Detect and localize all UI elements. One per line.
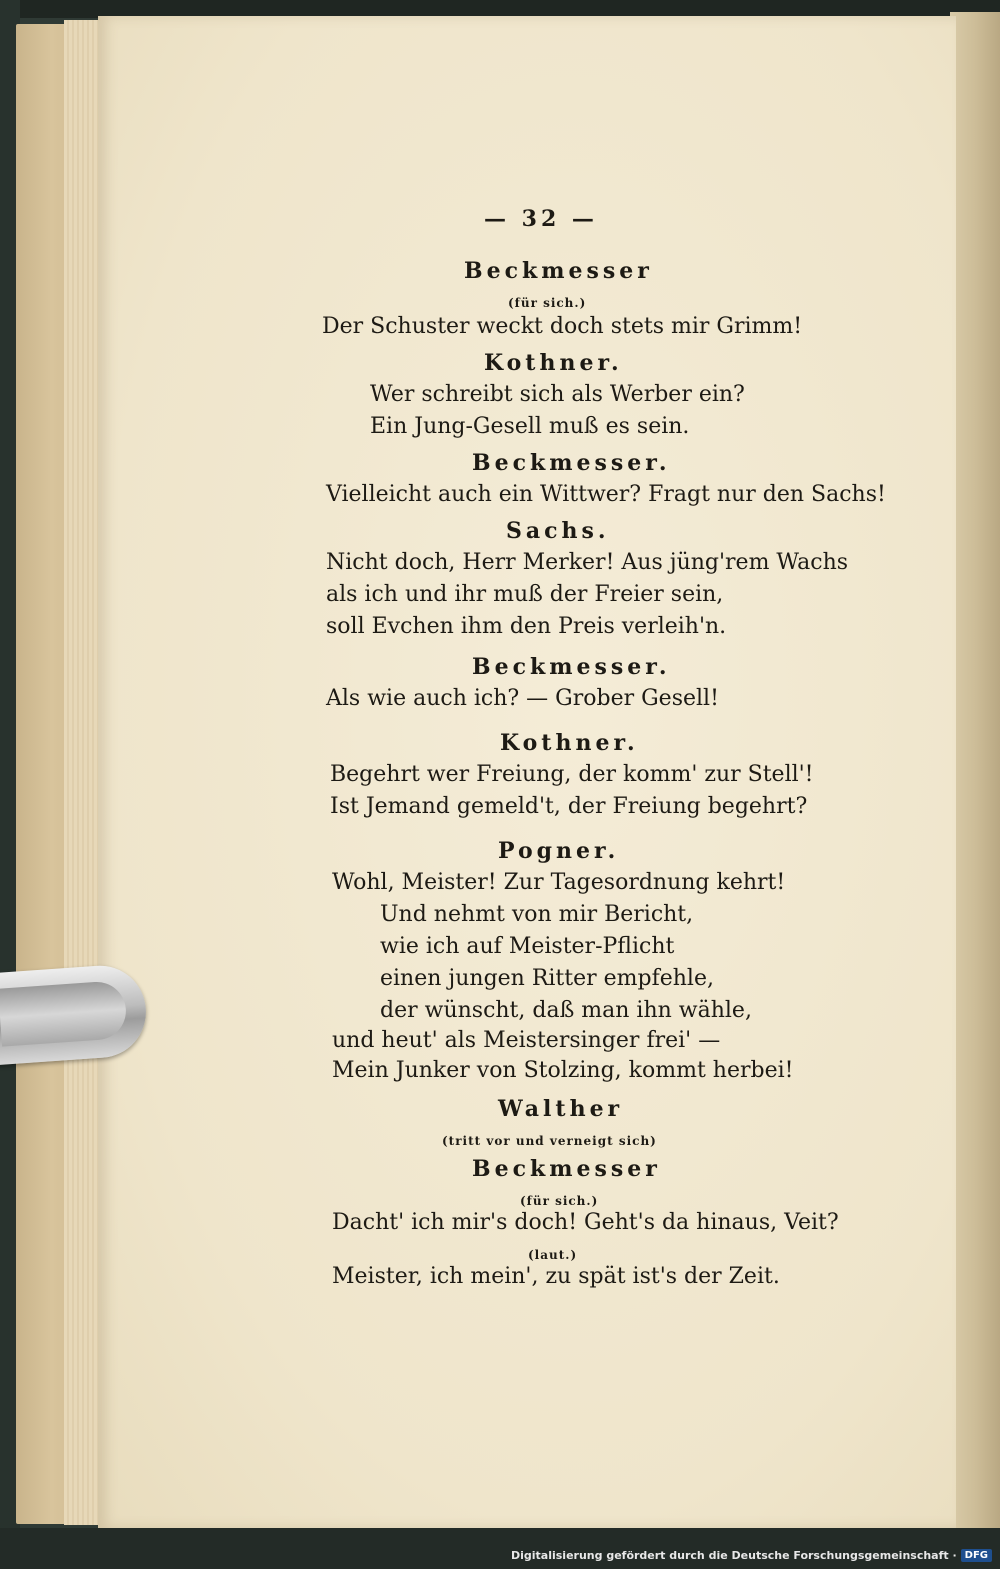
speaker-beckmesser: Beckmesser. [472,654,671,680]
speaker-beckmesser: Beckmesser [464,258,653,284]
verse-line: einen jungen Ritter empfehle, [380,966,714,991]
dfg-logo-icon: DFG [961,1549,992,1562]
verse-line: Der Schuster weckt doch stets mir Grimm! [322,314,803,339]
speaker-kothner: Kothner. [500,730,639,756]
speaker-walther: Walther [498,1096,624,1122]
verse-line: Ein Jung-Gesell muß es sein. [370,414,690,439]
verse-line: Wohl, Meister! Zur Tagesordnung kehrt! [332,870,786,895]
next-page-edge [950,12,1000,1532]
verse-line: Dacht' ich mir's doch! Geht's da hinaus, Veit? [332,1210,839,1235]
verse-line: Nicht doch, Herr Merker! Aus jüng'rem Wachs [326,550,849,575]
verse-line: Und nehmt von mir Bericht, [380,902,694,927]
verse-line: Ist Jemand gemeld't, der Freiung begehrt? [330,794,808,819]
verse-line: Begehrt wer Freiung, der komm' zur Stell'! [330,762,814,787]
verse-line: und heut' als Meistersinger frei' — [332,1028,721,1053]
verse-line: soll Evchen ihm den Preis verleih'n. [326,614,727,639]
verse-line: Als wie auch ich? — Grober Gesell! [326,686,719,711]
speaker-sachs: Sachs. [506,518,610,544]
verse-line: der wünscht, daß man ihn wähle, [380,998,752,1023]
stage-direction: (für sich.) [508,296,587,310]
verse-line: wie ich auf Meister-Pflicht [380,934,675,959]
verse-line: Mein Junker von Stolzing, kommt herbei! [332,1058,794,1083]
speaker-pogner: Pogner. [498,838,620,864]
page-number: — 32 — [484,206,598,232]
paper-clip-loop [0,980,128,1047]
credit-text: Digitalisierung gefördert durch die Deutsche Forschungsgemeinschaft · [510,1548,957,1562]
verse-line: Wer schreibt sich als Werber ein? [370,382,745,407]
speaker-kothner: Kothner. [484,350,623,376]
stage-direction: (tritt vor und verneigt sich) [442,1134,657,1148]
speaker-beckmesser: Beckmesser [472,1156,661,1182]
stage-direction: (laut.) [528,1248,578,1262]
speaker-beckmesser: Beckmesser. [472,450,671,476]
digitization-credit [511,1545,992,1565]
verse-line: Vielleicht auch ein Wittwer? Fragt nur den Sachs! [326,482,886,507]
stage-direction: (für sich.) [520,1194,599,1208]
verse-line: als ich und ihr muß der Freier sein, [326,582,724,607]
verse-line: Meister, ich mein', zu spät ist's der Zeit. [332,1264,780,1289]
